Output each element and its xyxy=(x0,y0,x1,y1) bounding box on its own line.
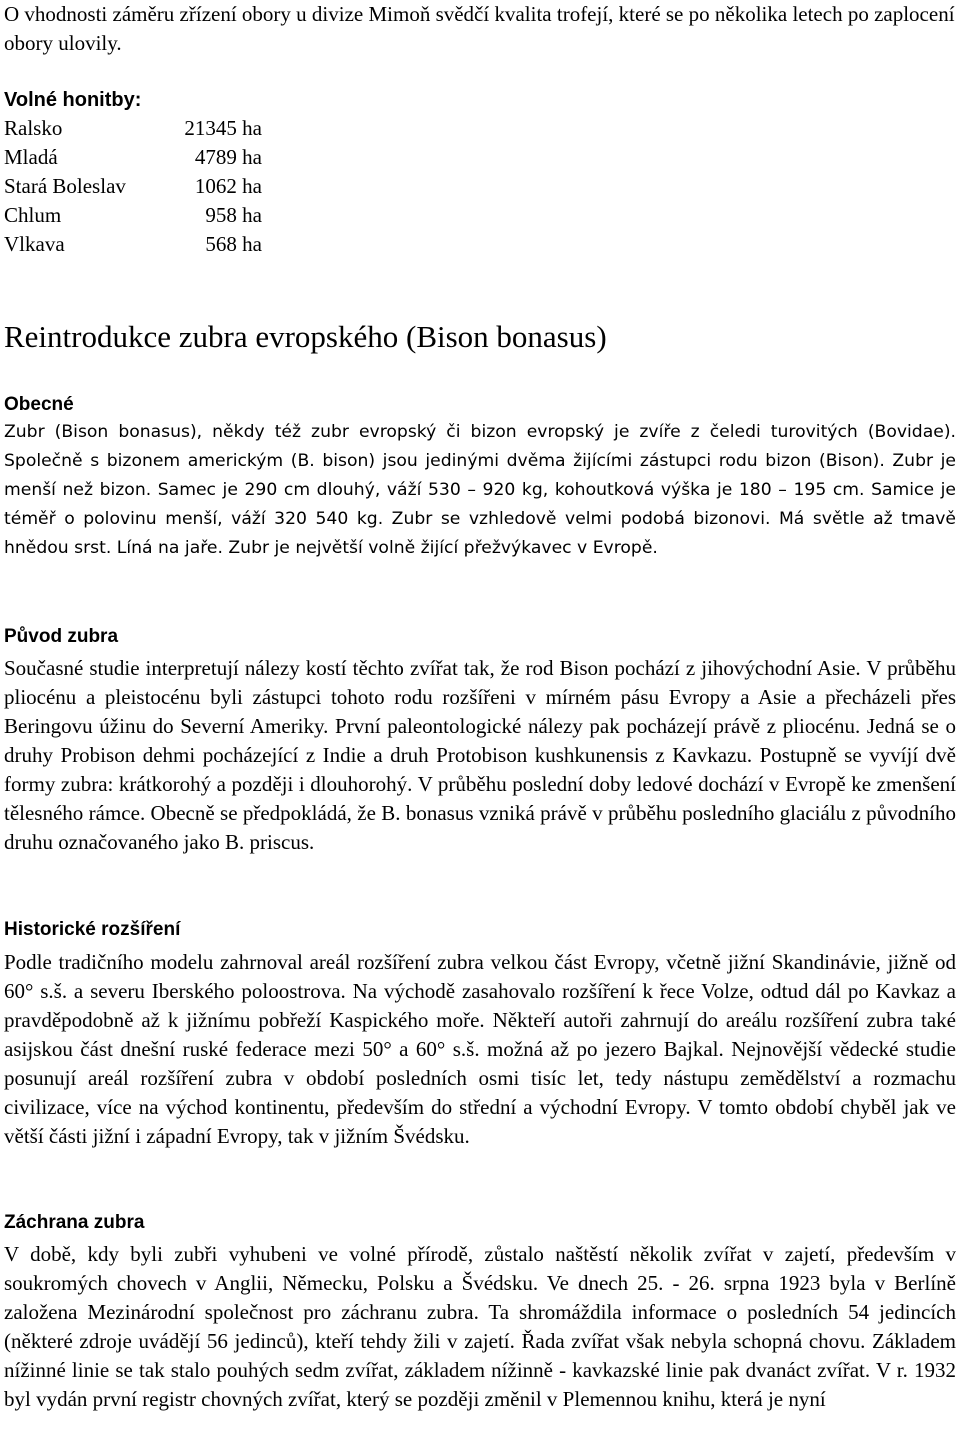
ground-name: Stará Boleslav xyxy=(4,174,126,198)
hunting-grounds-title: Volné honitby: xyxy=(4,89,142,111)
table-row xyxy=(4,143,262,172)
section-title-historicke: Historické rozšíření xyxy=(4,919,181,940)
ground-area: 958 ha xyxy=(205,203,262,227)
ground-name: Ralsko xyxy=(4,116,63,140)
ground-name: Chlum xyxy=(4,203,62,227)
table-row xyxy=(4,201,262,230)
ground-name: Vlkava xyxy=(4,232,65,256)
table-row xyxy=(4,114,262,143)
section-text-puvod: Současné studie interpretují nálezy kostí těchto zvířat tak, že rod Bison pochází z jihovýchodní Asie. V průběhu pliocénu a pleistocénu byli zástupci tohoto rodu rozšířeni v mírném pásu Evropy a Asie a přecházeli přes Beringovu úžinu do Severní Ameriky. První paleontologické nálezy pak pocházejí právě z pliocénu. Jedná se o druhy Probison dehmi pocházející z Indie a druh Protobison kushkunensis z Kavkazu. Postupně se vyvíjí dvě formy zubra: krátkorohý a později i dlouhorohý. V průběhu poslední doby ledové dochází v Evropě ke zmenšení tělesného rámce. Obecně se předpokládá, že B. bonasus vzniká právě v průběhu posledního glaciálu z původního druhu označovaného jako B. priscus. xyxy=(4,656,956,854)
hunting-grounds-table xyxy=(4,114,262,259)
section-text-historicke: Podle tradičního modelu zahrnoval areál rozšíření zubra velkou část Evropy, včetně jižní Skandinávie, jižně od 60° s.š. a severu Iberského poloostrova. Na východě zasahovalo rozšíření k řece Volze, odtud dál po Kavkaz a pravděpodobně až k jižnímu pobřeží Kaspického moře. Někteří autoři zahrnují do areálu rozšíření zubra také asijskou část dnešní ruské federace mezi 50° a 60° s.š. možná až po jezero Bajkal. Nejnovější vědecké studie posunují areál rozšíření zubra v období posledních osmi tisíc let, tedy nástupu zemědělství a rozmachu civilizace, více na východ kontinentu, především do střední a východní Evropy. V tomto období chyběl jak ve větší části jižní i západní Evropy, tak v jižním Švédsku. xyxy=(4,950,956,1148)
section-text-zachrana: V době, kdy byli zubři vyhubeni ve volné přírodě, zůstalo naštěstí několik zvířat v zajetí, především v soukromých chovech v Anglii, Německu, Polsku a Švédsku. Ve dnech 25. - 26. srpna 1923 byla v Berlíně založena Mezinárodní společnost pro záchranu zubra. Ta shromáždila informace o posledních 54 jedincích (některé zdroje uvádějí 56 jedinců), kteří tehdy žili v zajetí. Řada zvířat však nebyla schopná chovu. Základem nížinné linie se tak stalo pouhých sedm zvířat, základem nížinně - kavkazské linie pak dvanáct zvířat. V r. 1932 byl vydán první registr chovných zvířat, který se později změnil v Plemennou knihu, která je nyní xyxy=(4,1242,956,1411)
table-row xyxy=(4,172,262,201)
ground-area: 21345 ha xyxy=(184,116,262,140)
intro-paragraph: O vhodnosti záměru zřízení obory u divize Mimoň svědčí kvalita trofejí, které se po několika letech po zaplocení obory ulovily. xyxy=(4,2,955,55)
ground-name: Mladá xyxy=(4,145,58,169)
table-row xyxy=(4,230,262,259)
ground-area: 1062 ha xyxy=(194,174,262,198)
main-title: Reintrodukce zubra evropského (Bison bonasus) xyxy=(4,319,607,354)
ground-area: 568 ha xyxy=(205,232,262,256)
ground-area: 4789 ha xyxy=(194,145,262,169)
section-title-puvod: Původ zubra xyxy=(4,626,119,647)
section-title-obecne: Obecné xyxy=(4,394,74,415)
section-title-zachrana: Záchrana zubra xyxy=(4,1212,145,1233)
section-text-obecne: Zubr (Bison bonasus), někdy též zubr evropský či bizon evropský je zvíře z čeledi turovitých (Bovidae). Společně s bizonem americkým (B. bison) jsou jedinými dvěma žijícími zástupci rodu bizon (Bison). Zubr je menší než bizon. Samec je 290 cm dlouhý, váží 530 – 920 kg, kohoutková výška je 180 – 195 cm. Samice je téměř o polovinu menší, váží 320 540 kg. Zubr se vzhledově velmi podobá bizonovi. Má světle až tmavě hnědou srst. Líná na jaře. Zubr je největší volně žijící přežvýkavec v Evropě. xyxy=(4,422,956,558)
